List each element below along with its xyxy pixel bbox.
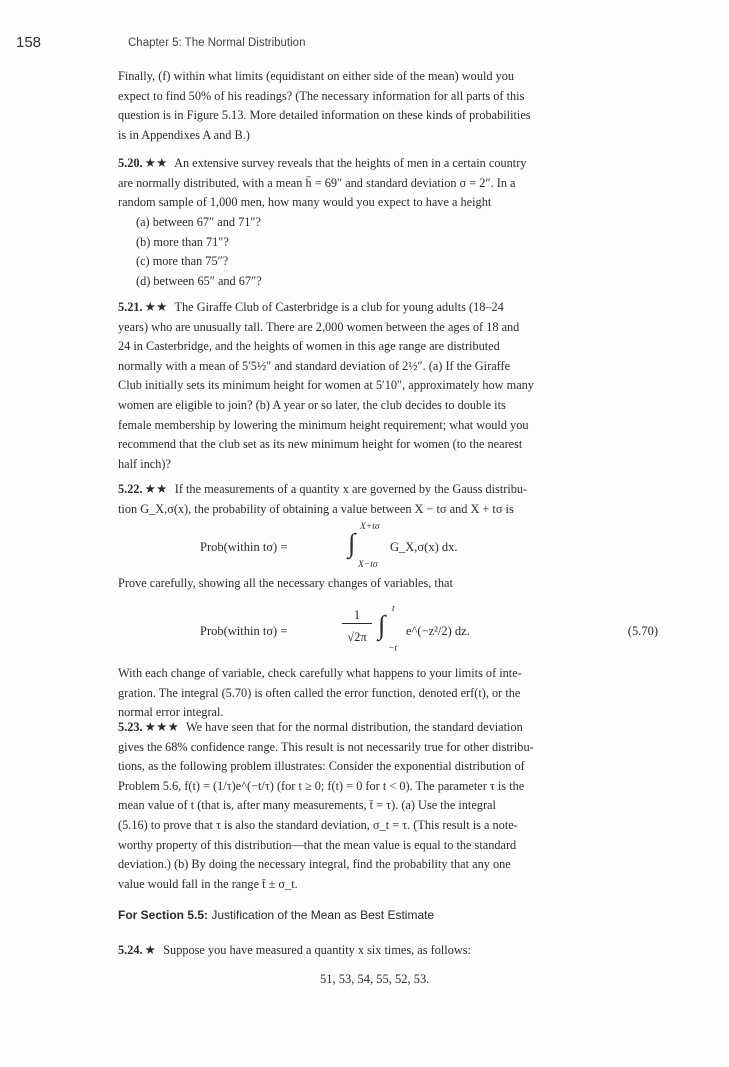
after-equation-text	[118, 664, 658, 723]
part-item: (b) more than 71″?	[136, 234, 229, 249]
text-line: The Giraffe Club of Casterbridge is a club for young adults (18–24	[174, 300, 504, 314]
problem-5-21	[118, 298, 658, 474]
part-item: (d) between 65″ and 67″?	[136, 273, 262, 288]
part-item: (a) between 67″ and 71″?	[136, 215, 261, 229]
text-line: expect to find 50% of his readings? (The necessary information for all parts of this	[118, 88, 525, 103]
text-line: is in Appendixes A and B.)	[118, 127, 250, 142]
problem-5-22	[118, 480, 658, 519]
text-line: We have seen that for the normal distribution, the standard deviation	[186, 720, 523, 734]
section-heading	[118, 908, 434, 922]
equation-prob-integral	[200, 522, 520, 572]
problem-5-20	[118, 154, 658, 213]
text-line: gives the 68% confidence range. This result is not necessarily true for other distribu-	[118, 739, 534, 754]
upper-limit: X+tσ	[360, 522, 380, 532]
page-header	[16, 34, 689, 56]
difficulty-stars: ★★	[144, 482, 168, 496]
text-line: normally with a mean of 5′5½″ and standard deviation of 2½″. (a) If the Giraffe	[118, 358, 511, 373]
integral-sign: ∫	[378, 610, 386, 640]
text-line: Problem 5.6, f(t) = (1/τ)e^(−t/τ) (for t ≥ 0; f(t) = 0 for t < 0). The parameter τ is the	[118, 778, 525, 793]
equation-lhs: Prob(within tσ) =	[200, 624, 288, 638]
text-line: deviation.) (b) By doing the necessary integral, find the probability that any one	[118, 857, 511, 872]
text-line: normal error integral.	[118, 705, 224, 720]
section-title: Justification of the Mean as Best Estimate	[211, 908, 435, 922]
text-line: value would fall in the range t̄ ± σ_t.	[118, 876, 298, 891]
problem-5-24	[118, 941, 658, 961]
fraction-denominator: √2π	[347, 630, 367, 644]
text-line: Finally, (f) within what limits (equidistant on either side of the mean) would you	[118, 69, 515, 83]
section-label: For Section 5.5:	[118, 908, 209, 922]
text-line: are normally distributed, with a mean h̄ = 69″ and standard deviation σ = 2″. In a	[118, 175, 516, 190]
text-line: question is in Figure 5.13. More detailed information on these kinds of probabilities	[118, 108, 531, 123]
text-line: Prove carefully, showing all the necessary changes of variables, that	[118, 576, 453, 590]
difficulty-stars: ★★★	[144, 720, 180, 734]
problem-5-23	[118, 718, 658, 894]
lower-limit: −t	[388, 644, 398, 654]
text-line: (5.16) to prove that τ is also the standard deviation, σ_t = τ. (This result is a note-	[118, 817, 518, 832]
text-line: With each change of variable, check carefully what happens to your limits of inte-	[118, 666, 522, 680]
equation-5-70	[200, 602, 660, 656]
text-line: tions, as the following problem illustrates: Consider the exponential distribution of	[118, 759, 525, 774]
integrand: G_X,σ(x) dx.	[390, 540, 458, 554]
data-values: 51, 53, 54, 55, 52, 53.	[320, 972, 430, 986]
text-line: Suppose you have measured a quantity x six times, as follows:	[163, 943, 471, 957]
text-line: 24 in Casterbridge, and the heights of women in this age range are distributed	[118, 339, 500, 354]
part-item: (c) more than 75″?	[136, 254, 229, 269]
lower-limit: X−tσ	[358, 560, 378, 570]
problem-number: 5.21.	[118, 300, 143, 314]
difficulty-stars: ★	[144, 943, 157, 957]
problem-number: 5.24.	[118, 943, 143, 957]
text-line: An extensive survey reveals that the heights of men in a certain country	[174, 156, 527, 170]
equation-number: (5.70)	[627, 624, 658, 638]
text-line: random sample of 1,000 men, how many would you expect to have a height	[118, 195, 492, 210]
difficulty-stars: ★★	[144, 156, 168, 170]
text-line: female membership by lowering the minimum height requirement; what would you	[118, 417, 529, 432]
problem-number: 5.23.	[118, 720, 143, 734]
difficulty-stars: ★★	[144, 300, 168, 314]
prove-line	[118, 574, 658, 594]
integral-sign: ∫	[348, 528, 356, 558]
running-head-chapter: Chapter 5: The Normal Distribution	[128, 37, 306, 49]
equation-lhs: Prob(within tσ) =	[200, 540, 288, 554]
text-line: half inch)?	[118, 456, 171, 471]
text-line: recommend that the club set as its new minimum height for women (to the nearest	[118, 437, 523, 452]
problem-number: 5.22.	[118, 482, 143, 496]
intro-paragraph	[118, 67, 658, 145]
integrand: e^(−z²/2) dz.	[406, 624, 470, 638]
text-line: Club initially sets its minimum height for women at 5′10″, approximately how many	[118, 378, 534, 393]
text-line: mean value of t (that is, after many measurements, t̄ = τ). (a) Use the integral	[118, 798, 496, 813]
text-line: tion G_X,σ(x), the probability of obtaining a value between X − tσ and X + tσ is	[118, 501, 514, 516]
text-line: If the measurements of a quantity x are governed by the Gauss distribu-	[174, 482, 528, 496]
upper-limit: t	[392, 604, 395, 614]
text-line: worthy property of this distribution—that the mean value is equal to the standard	[118, 837, 517, 852]
text-line: gration. The integral (5.70) is often called the error function, denoted erf(t), or the	[118, 685, 521, 700]
text-line: women are eligible to join? (b) A year or so later, the club decides to double its	[118, 397, 506, 412]
problem-number: 5.20.	[118, 156, 143, 170]
problem-5-20-parts	[136, 213, 262, 291]
page-number: 158	[16, 34, 42, 51]
text-line: years) who are unusually tall. There are 2,000 women between the ages of 18 and	[118, 319, 520, 334]
fraction-numerator: 1	[342, 608, 372, 624]
